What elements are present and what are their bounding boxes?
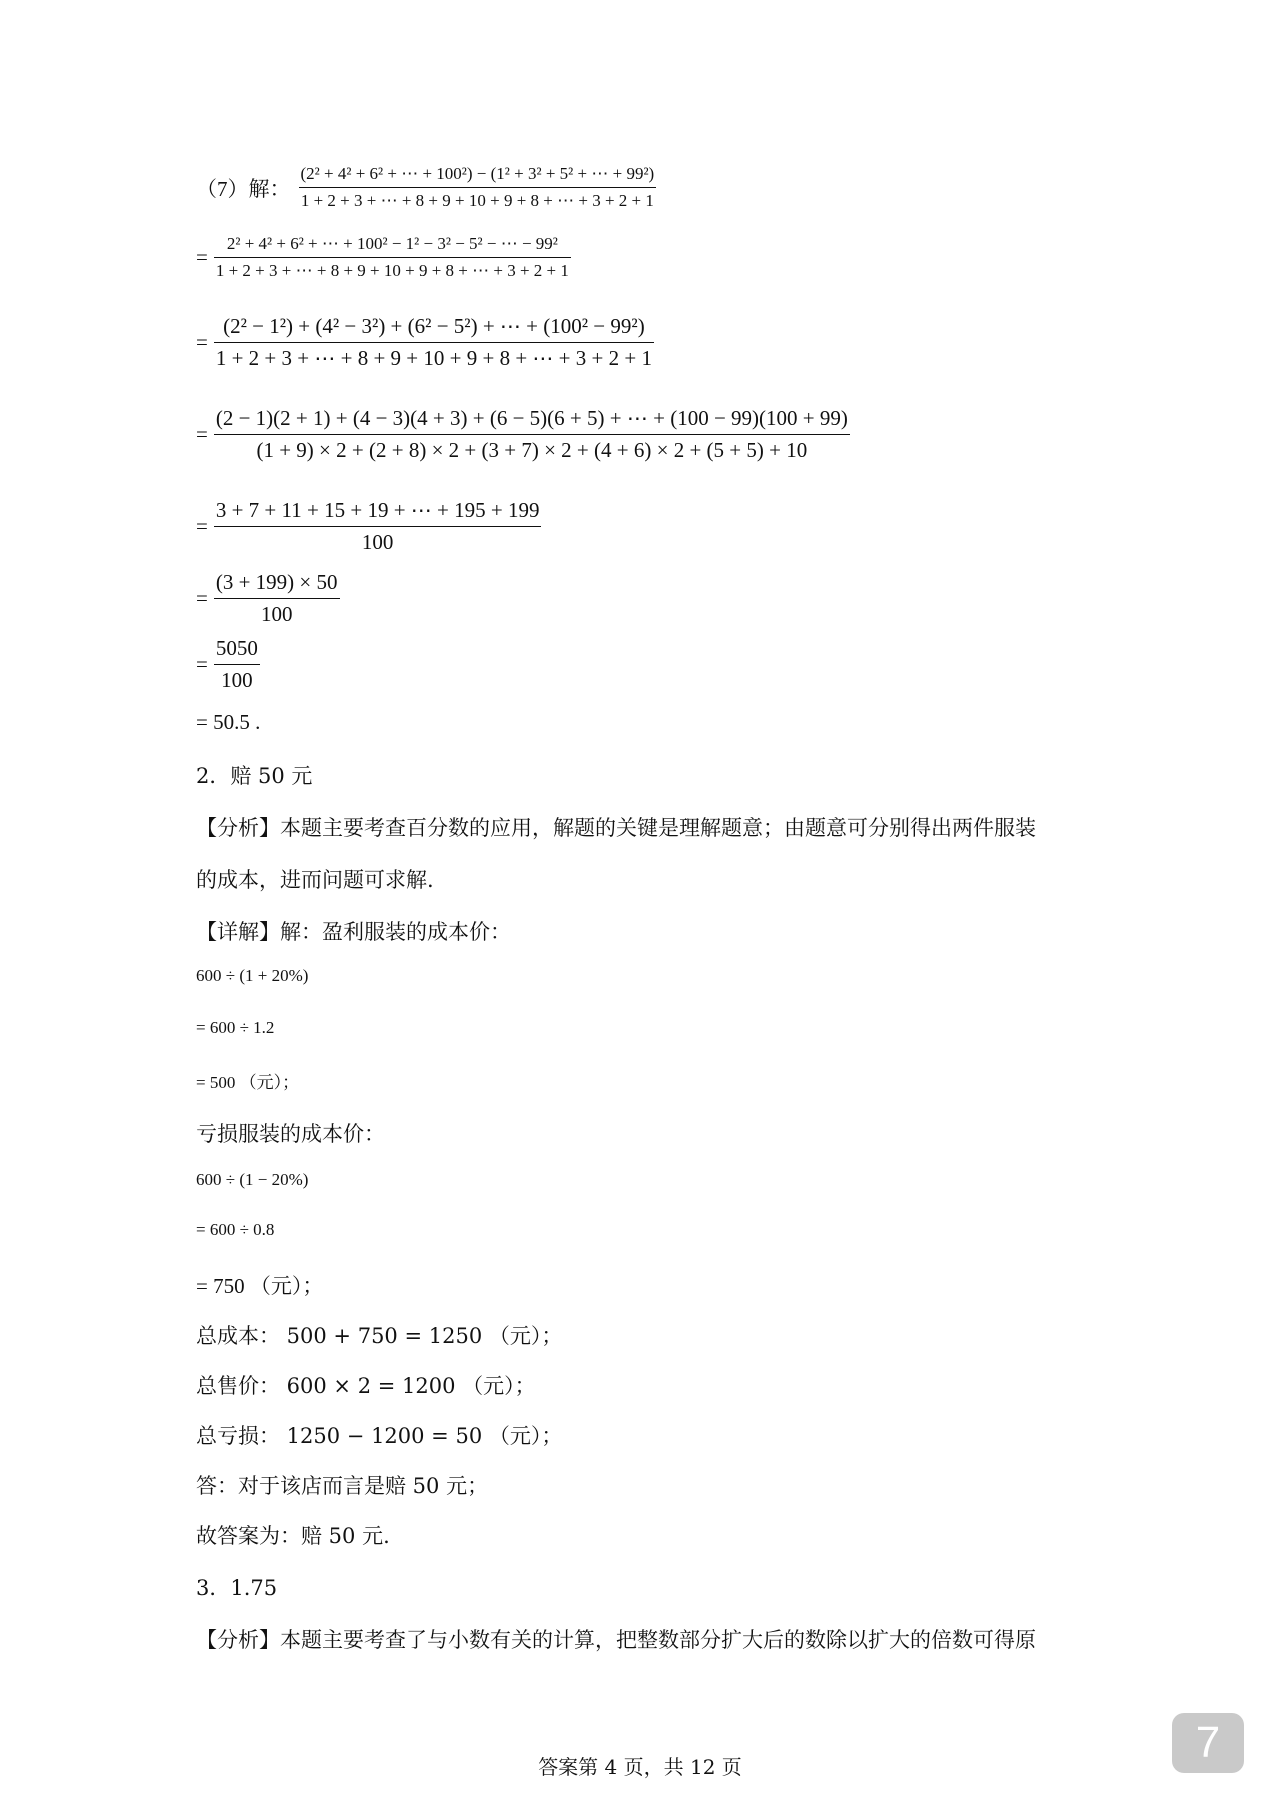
equals-sign: = — [196, 514, 208, 538]
q2-calc-1: 600 ÷ (1 + 20%) — [196, 966, 309, 985]
q7-fraction-3-denominator: 1 + 2 + 3 + ⋯ + 8 + 9 + 10 + 9 + 8 + ⋯ + 3 + 2 + 1 — [215, 346, 652, 370]
q7-fraction-6 — [214, 570, 340, 627]
equals-sign: = — [196, 245, 208, 269]
q7-fraction-3 — [214, 314, 654, 371]
equals-sign: = — [196, 586, 208, 610]
q2-analysis-line-1: 【分析】本题主要考查百分数的应用，解题的关键是理解题意；由题意可分别得出两件服装 — [196, 816, 1036, 840]
q7-fraction-2 — [214, 234, 571, 281]
q2-calc-6: = 750 （元）； — [196, 1274, 324, 1298]
q7-label: （7）解： — [196, 176, 291, 201]
q7-step-7 — [196, 636, 260, 693]
q7-fraction-5 — [214, 498, 542, 555]
equals-sign: = — [196, 652, 208, 676]
q7-fraction-6-denominator: 100 — [260, 602, 293, 626]
q7-fraction-4-denominator: (1 + 9) × 2 + (2 + 8) × 2 + (3 + 7) × 2 + (4 + 6) × 2 + (5 + 5) + 10 — [256, 438, 808, 462]
q2-analysis-line-2: 的成本，进而问题可求解. — [196, 868, 434, 892]
q7-fraction-7 — [214, 636, 260, 693]
q7-fraction-7-numerator: 5050 — [214, 636, 260, 665]
q7-step-2 — [196, 234, 571, 281]
q7-fraction-5-denominator: 100 — [361, 530, 394, 554]
q7-fraction-2-numerator: 2² + 4² + 6² + ⋯ + 100² − 1² − 3² − 5² − ⋯ − 99² — [214, 234, 571, 258]
q7-fraction-5-numerator: 3 + 7 + 11 + 15 + 19 + ⋯ + 195 + 199 — [214, 498, 542, 527]
equals-sign: = — [196, 422, 208, 446]
equals-sign: = — [196, 330, 208, 354]
q2-calc-2: = 600 ÷ 1.2 — [196, 1018, 275, 1037]
q2-calc-3: = 500 （元）； — [196, 1073, 300, 1092]
q7-fraction-4-numerator: (2 − 1)(2 + 1) + (4 − 3)(4 + 3) + (6 − 5)(6 + 5) + ⋯ + (100 − 99)(100 + 99) — [214, 406, 850, 435]
q2-final-answer: 故答案为：赔 50 元. — [196, 1524, 390, 1548]
page-footer: 答案第 4 页，共 12 页 — [538, 1755, 742, 1779]
page-number-badge: 7 — [1172, 1713, 1244, 1773]
q2-loss-title: 亏损服装的成本价： — [196, 1122, 385, 1146]
q7-step-4 — [196, 406, 850, 463]
q7-step-1 — [196, 164, 656, 211]
q7-fraction-6-numerator: (3 + 199) × 50 — [214, 570, 340, 599]
q7-fraction-1-numerator: (2² + 4² + 6² + ⋯ + 100²) − (1² + 3² + 5² + ⋯ + 99²) — [299, 164, 657, 188]
q2-calc-5: = 600 ÷ 0.8 — [196, 1220, 275, 1239]
q2-detail: 【详解】解：盈利服装的成本价： — [196, 920, 511, 944]
q7-fraction-3-numerator: (2² − 1²) + (4² − 3²) + (6² − 5²) + ⋯ + (100² − 99²) — [214, 314, 654, 343]
q7-step-5 — [196, 498, 541, 555]
q7-fraction-4 — [214, 406, 850, 463]
q7-step-6 — [196, 570, 340, 627]
q7-fraction-7-denominator: 100 — [221, 668, 253, 692]
q7-fraction-1-denominator: 1 + 2 + 3 + ⋯ + 8 + 9 + 10 + 9 + 8 + ⋯ + 3 + 2 + 1 — [300, 191, 654, 210]
q7-result: = 50.5 . — [196, 710, 261, 734]
q2-answer: 答：对于该店而言是赔 50 元； — [196, 1474, 489, 1498]
q7-fraction-1 — [299, 164, 657, 211]
q2-calc-4: 600 ÷ (1 − 20%) — [196, 1170, 309, 1189]
q7-fraction-2-denominator: 1 + 2 + 3 + ⋯ + 8 + 9 + 10 + 9 + 8 + ⋯ + 3 + 2 + 1 — [215, 261, 569, 280]
q2-total-cost: 总成本： 500 + 750 = 1250 （元）； — [196, 1324, 563, 1348]
q3-heading: 3．1.75 — [196, 1576, 278, 1600]
q7-step-3 — [196, 314, 654, 371]
q2-total-price: 总售价： 600 × 2 = 1200 （元）； — [196, 1374, 536, 1398]
q3-analysis: 【分析】本题主要考查了与小数有关的计算，把整数部分扩大后的数除以扩大的倍数可得原 — [196, 1628, 1036, 1652]
q2-heading: 2．赔 50 元 — [196, 764, 313, 788]
q2-total-loss: 总亏损： 1250 − 1200 = 50 （元）； — [196, 1424, 563, 1448]
